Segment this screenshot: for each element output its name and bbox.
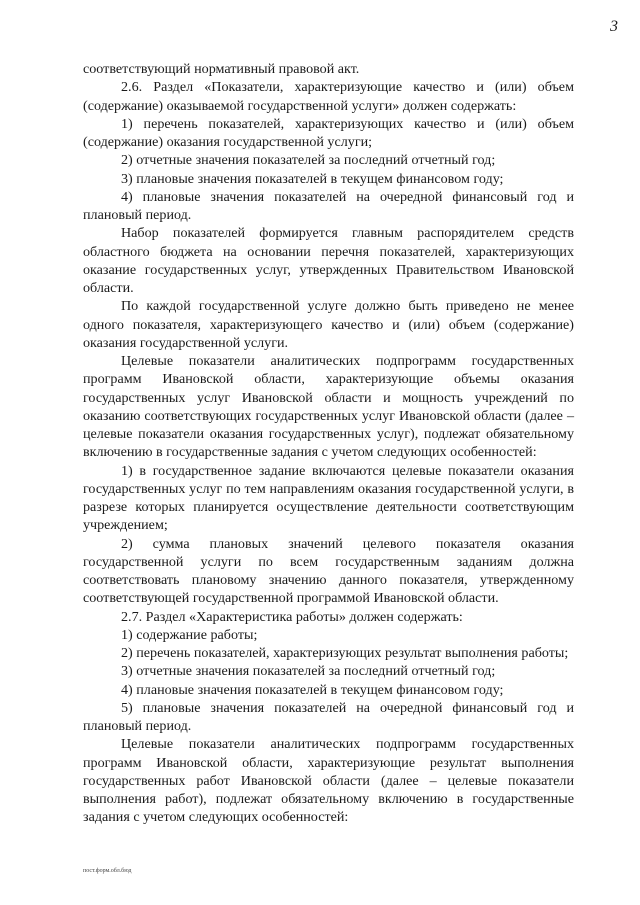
- paragraph: соответствующий нормативный правовой акт.: [83, 61, 360, 77]
- paragraph: 4) плановые значения показателей в текущем финансовом году;: [121, 681, 504, 698]
- paragraph: Целевые показатели аналитических подпрограмм государственных программ Ивановской области, характеризующие объемы оказания государственных услуг Ивановской области и мощность учреждений по оказанию соответствующих государственных услуг Ивановской области (далее – целевые показатели оказания государственных услуг), подлежат обязательному включению в государственные задания с учетом следующих особенностей:: [83, 353, 574, 461]
- paragraph: 2.7. Раздел «Характеристика работы» должен содержать:: [121, 608, 463, 625]
- paragraph: Набор показателей формируется главным распорядителем средств областного бюджета на основании перечня показателей, характеризующих оказание государственных услуг, утвержденных Правительством Ивановской области.: [83, 225, 574, 296]
- paragraph: Целевые показатели аналитических подпрограмм государственных программ Ивановской области, характеризующие результат выполнения государственных работ Ивановской области (далее – целевые показатели выполнения работ), подлежат обязательному включению в государственные задания с учетом следующих особенностей:: [83, 736, 574, 826]
- paragraph: 4) плановые значения показателей на очередной финансовый год и плановый период.: [83, 188, 574, 223]
- paragraph: 3) плановые значения показателей в текущем финансовом году;: [121, 170, 504, 187]
- paragraph: 2) сумма плановых значений целевого показателя оказания государственной услуги по всем государственным заданиям должна соответствовать плановому значению данного показателя, утвержденному соответствующей государственной программой Ивановской области.: [83, 535, 574, 607]
- paragraph: 1) содержание работы;: [121, 626, 258, 643]
- footer-file-label: пост.форм.обл.бюд: [83, 868, 132, 874]
- paragraph: 5) плановые значения показателей на очередной финансовый год и плановый период.: [83, 699, 574, 734]
- paragraph: 1) перечень показателей, характеризующих качество и (или) объем (содержание) оказания государственной услуги;: [83, 115, 574, 150]
- paragraph: 3) отчетные значения показателей за последний отчетный год;: [121, 663, 496, 680]
- paragraph: 2.6. Раздел «Показатели, характеризующие качество и (или) объем (содержание) оказываемой государственной услуги» должен содержать:: [83, 79, 574, 114]
- paragraph: По каждой государственной услуге должно быть приведено не менее одного показателя, характеризующего качество и (или) объем (содержание) оказания государственной услуги.: [83, 298, 574, 351]
- document-body: [83, 60, 574, 827]
- paragraph: 2) перечень показателей, характеризующих результат выполнения работы;: [121, 645, 569, 661]
- paragraph: 1) в государственное задание включаются целевые показатели оказания государственных услуг по тем направлениям оказания государственной услуги, в разрезе которых планируется осуществление деятельности соответствующим учреждением;: [83, 462, 574, 534]
- page-number: 3: [610, 18, 618, 35]
- paragraph: 2) отчетные значения показателей за последний отчетный год;: [121, 152, 496, 169]
